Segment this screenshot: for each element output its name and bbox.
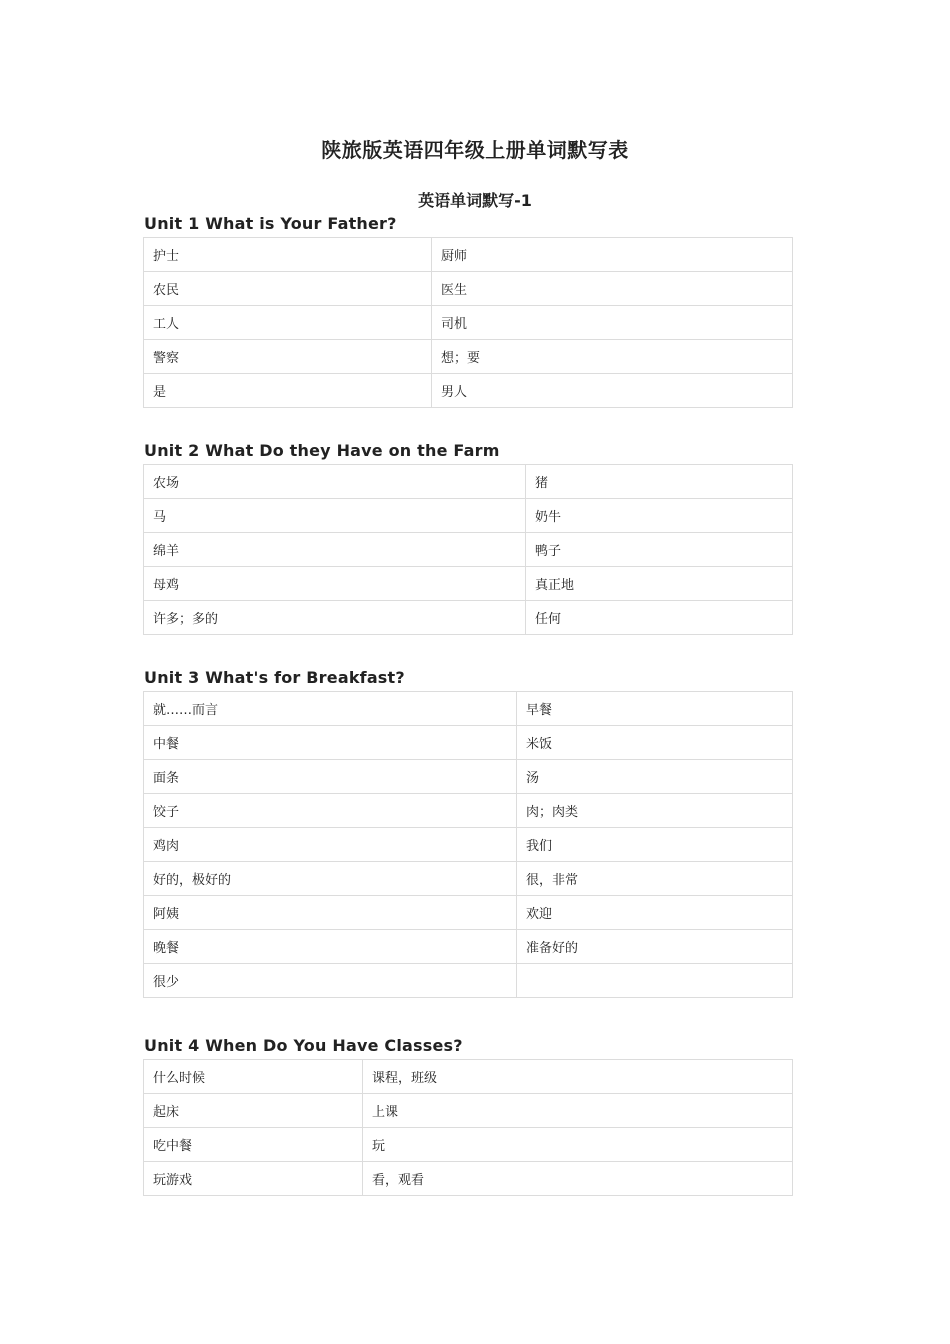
- table-row: [144, 1128, 793, 1162]
- table-cell: 好的，极好的: [144, 862, 517, 896]
- table-row: [144, 601, 793, 635]
- table-cell: 很，非常: [517, 862, 793, 896]
- unit-2-heading: Unit 2 What Do they Have on the Farm: [144, 441, 500, 460]
- unit-1-heading: Unit 1 What is Your Father?: [144, 214, 397, 233]
- table-cell: 警察: [144, 340, 432, 374]
- table-row: [144, 1060, 793, 1094]
- table-cell: 母鸡: [144, 567, 526, 601]
- unit-4-heading: Unit 4 When Do You Have Classes?: [144, 1036, 463, 1055]
- table-cell: 马: [144, 499, 526, 533]
- table-row: [144, 726, 793, 760]
- table-row: [144, 306, 793, 340]
- table-cell: 很少: [144, 964, 517, 998]
- table-row: [144, 238, 793, 272]
- table-cell: 我们: [517, 828, 793, 862]
- table-row: [144, 567, 793, 601]
- table-cell: 阿姨: [144, 896, 517, 930]
- table-cell: 鸡肉: [144, 828, 517, 862]
- table-cell: 晚餐: [144, 930, 517, 964]
- table-row: [144, 760, 793, 794]
- table-cell: 鸭子: [526, 533, 793, 567]
- table-row: [144, 499, 793, 533]
- table-cell: [517, 964, 793, 998]
- table-cell: 面条: [144, 760, 517, 794]
- table-cell: 欢迎: [517, 896, 793, 930]
- table-cell: 玩游戏: [144, 1162, 363, 1196]
- table-row: [144, 465, 793, 499]
- table-cell: 奶牛: [526, 499, 793, 533]
- table-cell: 真正地: [526, 567, 793, 601]
- table-cell: 早餐: [517, 692, 793, 726]
- table-row: [144, 1162, 793, 1196]
- table-cell: 饺子: [144, 794, 517, 828]
- table-cell: 准备好的: [517, 930, 793, 964]
- table-row: [144, 374, 793, 408]
- table-cell: 任何: [526, 601, 793, 635]
- table-row: [144, 340, 793, 374]
- table-row: [144, 272, 793, 306]
- table-cell: 看，观看: [363, 1162, 793, 1196]
- table-cell: 汤: [517, 760, 793, 794]
- table-cell: 就……而言: [144, 692, 517, 726]
- table-row: [144, 896, 793, 930]
- table-cell: 中餐: [144, 726, 517, 760]
- page-subtitle: 英语单词默写-1: [418, 191, 532, 210]
- table-cell: 米饭: [517, 726, 793, 760]
- unit-4-table: [143, 1059, 793, 1196]
- table-row: [144, 533, 793, 567]
- table-cell: 想；要: [432, 340, 793, 374]
- table-row: [144, 1094, 793, 1128]
- page-title: 陕旅版英语四年级上册单词默写表: [321, 138, 629, 162]
- unit-2-table: [143, 464, 793, 635]
- table-cell: 肉；肉类: [517, 794, 793, 828]
- table-cell: 绵羊: [144, 533, 526, 567]
- table-cell: 许多；多的: [144, 601, 526, 635]
- unit-1-table: [143, 237, 793, 408]
- table-cell: 是: [144, 374, 432, 408]
- table-row: [144, 964, 793, 998]
- table-cell: 猪: [526, 465, 793, 499]
- table-cell: 厨师: [432, 238, 793, 272]
- table-cell: 起床: [144, 1094, 363, 1128]
- table-cell: 农场: [144, 465, 526, 499]
- table-cell: 司机: [432, 306, 793, 340]
- table-cell: 上课: [363, 1094, 793, 1128]
- table-cell: 工人: [144, 306, 432, 340]
- table-row: [144, 862, 793, 896]
- table-cell: 什么时候: [144, 1060, 363, 1094]
- table-row: [144, 692, 793, 726]
- table-row: [144, 828, 793, 862]
- table-row: [144, 930, 793, 964]
- unit-3-table: [143, 691, 793, 998]
- table-cell: 课程，班级: [363, 1060, 793, 1094]
- table-cell: 医生: [432, 272, 793, 306]
- table-cell: 农民: [144, 272, 432, 306]
- table-cell: 吃中餐: [144, 1128, 363, 1162]
- table-cell: 男人: [432, 374, 793, 408]
- unit-3-heading: Unit 3 What's for Breakfast?: [144, 668, 405, 687]
- table-row: [144, 794, 793, 828]
- table-cell: 护士: [144, 238, 432, 272]
- table-cell: 玩: [363, 1128, 793, 1162]
